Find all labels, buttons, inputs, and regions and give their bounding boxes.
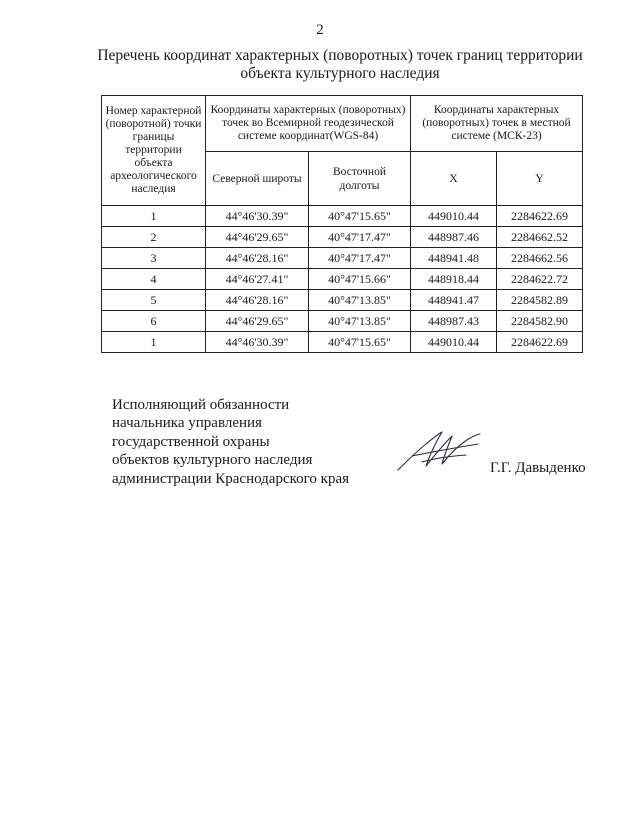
cell-longitude: 40°47'17.47": [309, 227, 411, 248]
cell-latitude: 44°46'29.65": [206, 311, 309, 332]
cell-longitude: 40°47'13.85": [309, 290, 411, 311]
cell-point: 6: [102, 311, 206, 332]
handwritten-signature: [392, 422, 482, 477]
cell-x: 448941.47: [411, 290, 497, 311]
cell-point: 2: [102, 227, 206, 248]
cell-y: 2284622.69: [497, 332, 583, 353]
document-title: [95, 47, 585, 83]
table-row: [102, 269, 583, 290]
position-line: начальника управления: [112, 415, 262, 432]
cell-longitude: 40°47'13.85": [309, 311, 411, 332]
cell-longitude: 40°47'15.65": [309, 332, 411, 353]
cell-point: 3: [102, 248, 206, 269]
table-row: [102, 206, 583, 227]
cell-y: 2284662.52: [497, 227, 583, 248]
cell-point: 1: [102, 332, 206, 353]
table-row: [102, 332, 583, 353]
header-y: Y: [497, 152, 583, 206]
cell-x: 448918.44: [411, 269, 497, 290]
coordinates-table: [101, 95, 583, 353]
header-msk23: Координаты характерных (поворотных) точек в местной системе (МСК-23): [411, 96, 583, 152]
header-north-latitude: Северной широты: [206, 152, 309, 206]
header-wgs84: Координаты характерных (поворотных) точек во Всемирной геодезической системе координат(WGS-84): [206, 96, 411, 152]
cell-y: 2284622.72: [497, 269, 583, 290]
cell-x: 448941.48: [411, 248, 497, 269]
header-x: X: [411, 152, 497, 206]
header-point-number: Номер характерной (поворотной) точки границы территории объекта археологического наследия: [102, 96, 206, 206]
title-line-1: Перечень координат характерных (поворотных) точек границ территории: [97, 47, 583, 64]
position-line: государственной охраны: [112, 433, 270, 450]
cell-y: 2284662.56: [497, 248, 583, 269]
cell-longitude: 40°47'15.66": [309, 269, 411, 290]
position-line: администрации Краснодарского края: [112, 470, 350, 487]
cell-y: 2284582.90: [497, 311, 583, 332]
cell-latitude: 44°46'29.65": [206, 227, 309, 248]
table-row: [102, 227, 583, 248]
table-header-row-1: [102, 96, 583, 152]
page-number: 2: [316, 22, 324, 38]
signatory-name: Г.Г. Давыденко: [490, 460, 586, 476]
signatory-position: [112, 396, 349, 488]
header-east-longitude: Восточной долготы: [309, 152, 411, 206]
cell-x: 448987.43: [411, 311, 497, 332]
cell-latitude: 44°46'30.39": [206, 332, 309, 353]
cell-x: 449010.44: [411, 206, 497, 227]
cell-longitude: 40°47'15.65": [309, 206, 411, 227]
cell-latitude: 44°46'27.41": [206, 269, 309, 290]
cell-x: 449010.44: [411, 332, 497, 353]
cell-point: 5: [102, 290, 206, 311]
cell-point: 1: [102, 206, 206, 227]
cell-latitude: 44°46'30.39": [206, 206, 309, 227]
cell-point: 4: [102, 269, 206, 290]
table-row: [102, 248, 583, 269]
cell-x: 448987.46: [411, 227, 497, 248]
position-line: объектов культурного наследия: [112, 452, 313, 469]
position-line: Исполняющий обязанности: [112, 397, 290, 413]
title-line-2: объекта культурного наследия: [240, 65, 440, 82]
cell-latitude: 44°46'28.16": [206, 290, 309, 311]
table-row: [102, 311, 583, 332]
cell-y: 2284582.89: [497, 290, 583, 311]
cell-y: 2284622.69: [497, 206, 583, 227]
cell-latitude: 44°46'28.16": [206, 248, 309, 269]
table-row: [102, 290, 583, 311]
cell-longitude: 40°47'17.47": [309, 248, 411, 269]
